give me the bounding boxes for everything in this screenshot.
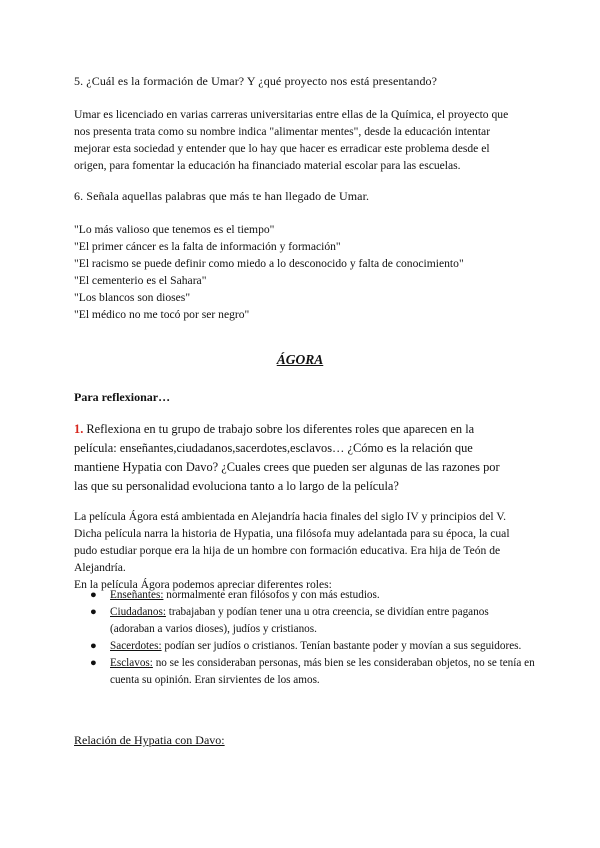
intro-line: En la película Ágora podemos apreciar diferentes roles: <box>74 578 332 591</box>
role-desc: no se les consideraban personas, más bien se les consideraban objetos, no se tenía en cuenta su opinión. Eran sirvientes de los amos. <box>110 657 535 686</box>
quote: "El cementerio es el Sahara" <box>74 274 207 287</box>
list-item <box>90 655 536 689</box>
intro-line: pudo estudiar porque era la hija de un hombre con formación educativa. Era hija de Teón de <box>74 544 501 557</box>
list-item <box>90 604 536 638</box>
roles-list <box>90 587 536 689</box>
list-item <box>90 587 536 604</box>
bullet-icon: ● <box>90 640 97 652</box>
role-desc: trabajaban y podían tener una u otra creencia, se dividían entre paganos (adoraban a varios dioses), judíos y cristianos. <box>110 606 489 635</box>
question-1-text: Reflexiona en tu grupo de trabajo sobre los diferentes roles que aparecen en la <box>83 422 475 436</box>
question-1-line: las que su personalidad evoluciona tanto a lo largo de la película? <box>74 479 399 493</box>
role-term: Sacerdotes: <box>110 640 162 652</box>
question-1-line: mantiene Hypatia con Davo? ¿Cuales crees que pueden ser algunas de las razones por <box>74 460 500 474</box>
answer-5-line: Umar es licenciado en varias carreras universitarias entre ellas de la Química, el proyecto que <box>74 108 509 121</box>
bullet-icon: ● <box>90 606 97 618</box>
intro-paragraph <box>74 508 534 593</box>
question-number: 1. <box>74 422 84 436</box>
list-item <box>90 638 536 655</box>
answer-5-line: nos presenta trata como su nombre indica "alimentar mentes", desde la educación intentar <box>74 125 491 138</box>
section-title: ÁGORA <box>276 352 324 367</box>
section-subtitle: Para reflexionar… <box>74 390 171 404</box>
role-term: Enseñantes: <box>110 589 164 601</box>
question-5: 5. ¿Cuál es la formación de Umar? Y ¿qué proyecto nos está presentando? <box>74 74 438 88</box>
quote: "El primer cáncer es la falta de información y formación" <box>74 240 341 253</box>
question-1 <box>74 420 527 496</box>
answer-5-line: origen, para fomentar la educación ha financiado material escolar para las escuelas. <box>74 159 461 172</box>
relation-heading: Relación de Hypatia con Davo: <box>74 733 225 747</box>
role-term: Esclavos: <box>110 657 153 669</box>
quote: "Lo más valioso que tenemos es el tiempo" <box>74 223 275 236</box>
role-term: Ciudadanos: <box>110 606 166 618</box>
bullet-icon: ● <box>90 589 97 601</box>
answer-5-line: mejorar esta sociedad y entender que lo hay que hacer es erradicar este problema desde el <box>74 142 490 155</box>
answer-5 <box>74 106 527 174</box>
question-1-line <box>74 420 527 439</box>
question-1-line: película: enseñantes,ciudadanos,sacerdotes,esclavos… ¿Cómo es la relación que <box>74 441 473 455</box>
intro-line: Dicha película narra la historia de Hypatia, una filósofa muy adelantada para su época, la cual <box>74 527 510 540</box>
role-desc: podían ser judíos o cristianos. Tenían bastante poder y movían a sus seguidores. <box>161 640 522 652</box>
intro-line: Alejandría. <box>74 561 126 574</box>
quote: "Los blancos son dioses" <box>74 291 191 304</box>
role-desc: normalmente eran filósofos y con más estudios. <box>163 589 380 601</box>
quote: "El racismo se puede definir como miedo a lo desconocido y falta de conocimiento" <box>74 257 464 270</box>
bullet-icon: ● <box>90 657 97 669</box>
question-6: 6. Señala aquellas palabras que más te han llegado de Umar. <box>74 189 370 203</box>
quote: "El médico no me tocó por ser negro" <box>74 308 250 321</box>
intro-line: La película Ágora está ambientada en Alejandría hacia finales del siglo IV y principios del V. <box>74 510 507 523</box>
